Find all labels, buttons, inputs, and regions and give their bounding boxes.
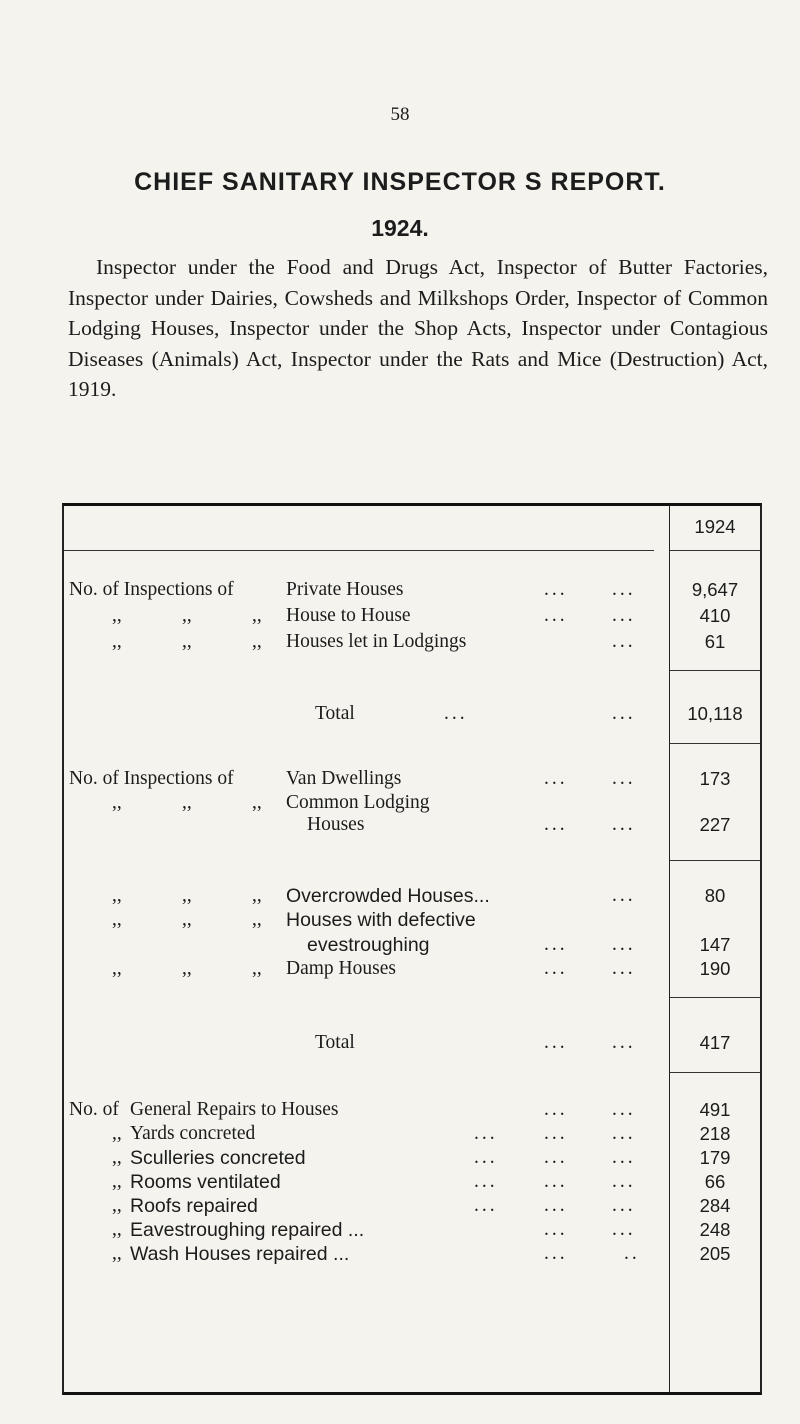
- table-row: [64, 1193, 760, 1219]
- ditto-mark: ,,: [112, 885, 122, 906]
- leader-dots: ...: [612, 885, 636, 906]
- ditto-mark: ,,: [182, 958, 192, 979]
- leader-dots: ...: [544, 1123, 568, 1144]
- row-label: Houses with defective: [286, 909, 476, 931]
- leader-dots: ...: [544, 1147, 568, 1168]
- row-value: 80: [704, 885, 726, 906]
- row-label: Rooms ventilated: [130, 1171, 281, 1193]
- table-row: [64, 1241, 760, 1267]
- page-number: 58: [390, 104, 410, 125]
- ditto-mark: ,,: [112, 1219, 122, 1240]
- leader-dots: ...: [612, 631, 636, 652]
- row-value: 147: [699, 934, 731, 955]
- table-row: [64, 883, 760, 909]
- row-value: 284: [699, 1195, 731, 1216]
- leader-dots: ...: [612, 958, 636, 979]
- total-value: 417: [699, 1032, 731, 1053]
- row-label: Sculleries concreted: [130, 1147, 306, 1169]
- row-label: Common Lodging: [286, 792, 430, 813]
- leader-dots: ...: [612, 1195, 636, 1216]
- total-row: [64, 701, 760, 727]
- ditto-mark: ,,: [182, 792, 192, 813]
- row-prefix: No. of Inspections of: [69, 579, 234, 600]
- ditto-mark: ,,: [252, 605, 262, 626]
- leader-dots: ...: [612, 579, 636, 600]
- ditto-mark: ,,: [112, 1195, 122, 1216]
- row-value: 218: [699, 1123, 731, 1144]
- subtotal-rule: [670, 670, 760, 671]
- row-label: General Repairs to Houses: [130, 1099, 339, 1120]
- column-header-year: 1924: [694, 516, 736, 537]
- leader-dots: ...: [612, 768, 636, 789]
- row-label: Yards concreted: [130, 1123, 256, 1144]
- leader-dots: ...: [474, 1171, 498, 1192]
- ditto-mark: ,,: [112, 605, 122, 626]
- leader-dots: ...: [444, 703, 468, 724]
- ditto-mark: ,,: [112, 958, 122, 979]
- table-row: [64, 577, 760, 603]
- leader-dots: ...: [612, 703, 636, 724]
- row-value: 173: [699, 768, 731, 789]
- row-value: 410: [699, 605, 731, 626]
- row-value: 9,647: [691, 579, 739, 600]
- leader-dots: ...: [544, 1032, 568, 1053]
- leader-dots: ...: [612, 1147, 636, 1168]
- leader-dots: ...: [612, 1123, 636, 1144]
- leader-dots: ..: [624, 1243, 640, 1264]
- section-rule: [670, 743, 760, 744]
- ditto-mark: ,,: [252, 958, 262, 979]
- table-row: [64, 1121, 760, 1147]
- total-label: Total: [315, 703, 355, 724]
- leader-dots: ...: [612, 814, 636, 835]
- intro-text: Inspector under the Food and Drugs Act, Inspector of Butter Factories, Inspector under Dairies, Cowsheds and Milkshops Order, Inspector of Common Lodging Houses, Inspector under the Shop Acts, Inspector under Contagious Diseases (Animals) Act, Inspector under the Rats and Mice (Destruction) Act, 1919.: [68, 255, 768, 401]
- row-label: Roofs repaired: [130, 1195, 258, 1217]
- ditto-mark: ,,: [182, 605, 192, 626]
- row-value: 205: [699, 1243, 731, 1264]
- row-value: 179: [699, 1147, 731, 1168]
- report-year: 1924.: [371, 215, 429, 241]
- header-rule: [64, 550, 654, 551]
- row-value: 227: [699, 814, 731, 835]
- leader-dots: ...: [544, 579, 568, 600]
- row-prefix: No. of Inspections of: [69, 768, 234, 789]
- ditto-mark: ,,: [252, 792, 262, 813]
- leader-dots: ...: [544, 1171, 568, 1192]
- total-label: Total: [315, 1032, 355, 1053]
- table-row: [64, 629, 760, 655]
- ditto-mark: ,,: [112, 1147, 122, 1168]
- leader-dots: ...: [544, 605, 568, 626]
- leader-dots: ...: [544, 1219, 568, 1240]
- ditto-mark: ,,: [112, 1243, 122, 1264]
- leader-dots: ...: [612, 1171, 636, 1192]
- leader-dots: ...: [474, 1123, 498, 1144]
- header-rule-right: [670, 550, 760, 551]
- leader-dots: ...: [474, 1195, 498, 1216]
- table-row: [64, 1169, 760, 1195]
- subtotal-rule: [670, 997, 760, 998]
- ditto-mark: ,,: [252, 631, 262, 652]
- ditto-mark: ,,: [112, 631, 122, 652]
- leader-dots: ...: [544, 1195, 568, 1216]
- section-rule: [670, 1072, 760, 1073]
- ditto-mark: ,,: [182, 909, 192, 930]
- ditto-mark: ,,: [112, 1123, 122, 1144]
- row-label: Van Dwellings: [286, 768, 402, 789]
- leader-dots: ...: [612, 1099, 636, 1120]
- total-value: 10,118: [687, 703, 743, 724]
- leader-dots: ...: [474, 1147, 498, 1168]
- ditto-mark: ,,: [252, 909, 262, 930]
- table-row: [64, 812, 760, 838]
- leader-dots: ...: [612, 1219, 636, 1240]
- table-row: [64, 766, 760, 792]
- leader-dots: ...: [612, 605, 636, 626]
- leader-dots: ...: [612, 934, 636, 955]
- leader-dots: ...: [612, 1032, 636, 1053]
- ditto-mark: ,,: [182, 631, 192, 652]
- row-label: Overcrowded Houses...: [286, 885, 490, 907]
- ditto-mark: ,,: [182, 885, 192, 906]
- row-value: 190: [699, 958, 731, 979]
- table-row: [64, 1145, 760, 1171]
- row-label: Private Houses: [286, 579, 404, 600]
- row-value: 491: [699, 1099, 731, 1120]
- row-value: 61: [704, 631, 726, 652]
- table-row: [64, 1217, 760, 1243]
- row-prefix: No. of: [69, 1099, 119, 1120]
- statistics-table: [62, 503, 762, 1395]
- row-label: House to House: [286, 605, 411, 626]
- row-value: 248: [699, 1219, 731, 1240]
- row-label: Damp Houses: [286, 958, 396, 979]
- ditto-mark: ,,: [252, 885, 262, 906]
- section-rule: [670, 860, 760, 861]
- table-row: [64, 1097, 760, 1123]
- row-label-cont: Houses: [307, 814, 365, 835]
- ditto-mark: ,,: [112, 909, 122, 930]
- leader-dots: ...: [544, 1243, 568, 1264]
- total-row: [64, 1030, 760, 1056]
- table-row: [64, 956, 760, 982]
- table-row: [64, 907, 760, 933]
- row-value: 66: [704, 1171, 726, 1192]
- report-title: CHIEF SANITARY INSPECTOR S REPORT.: [134, 168, 666, 196]
- leader-dots: ...: [544, 1099, 568, 1120]
- row-label-cont: evestroughing: [307, 934, 430, 956]
- leader-dots: ...: [544, 934, 568, 955]
- row-label: Houses let in Lodgings: [286, 631, 467, 652]
- table-row: [64, 932, 760, 958]
- row-label: Wash Houses repaired ...: [130, 1243, 350, 1265]
- row-label: Eavestroughing repaired ...: [130, 1219, 365, 1241]
- table-row: [64, 603, 760, 629]
- ditto-mark: ,,: [112, 792, 122, 813]
- leader-dots: ...: [544, 768, 568, 789]
- leader-dots: ...: [544, 958, 568, 979]
- ditto-mark: ,,: [112, 1171, 122, 1192]
- leader-dots: ...: [544, 814, 568, 835]
- intro-paragraph: [68, 252, 768, 405]
